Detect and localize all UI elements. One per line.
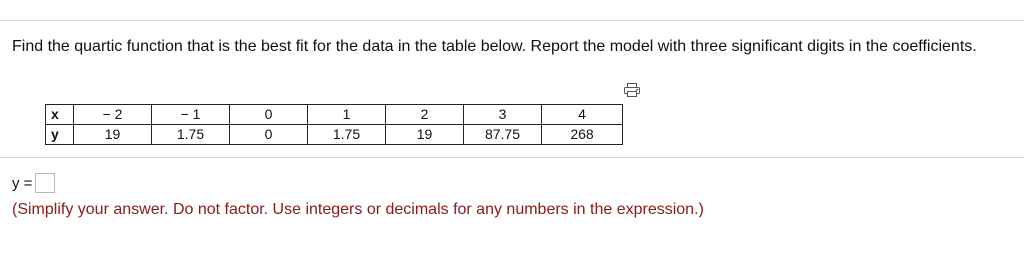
answer-input[interactable] [35,173,55,193]
table-row-y [46,125,623,145]
print-icon[interactable] [624,83,640,97]
table-cell: 2 [386,105,464,125]
table-cell: 3 [464,105,542,125]
table-cell: 268 [542,125,623,145]
table-cell: 0 [230,125,308,145]
table-cell: 19 [74,125,152,145]
data-table [45,104,623,145]
table-cell: 4 [542,105,623,125]
answer-hint: (Simplify your answer. Do not factor. Use integers or decimals for any numbers in the expression.) [12,201,704,218]
table-cell: 87.75 [464,125,542,145]
table-row-x [46,105,623,125]
middle-divider [0,157,1024,158]
table-cell: 1 [308,105,386,125]
y-header: y [46,125,74,145]
x-header: x [46,105,74,125]
table-cell: 1.75 [152,125,230,145]
table-cell: − 2 [74,105,152,125]
top-divider [0,20,1024,21]
table-cell: 19 [386,125,464,145]
table-cell: 0 [230,105,308,125]
answer-row [12,172,55,194]
answer-label: y = [12,174,33,192]
question-text: Find the quartic function that is the best fit for the data in the table below. Report the model with three significant digits in the coefficients. [12,38,977,55]
table-cell: − 1 [152,105,230,125]
table-cell: 1.75 [308,125,386,145]
